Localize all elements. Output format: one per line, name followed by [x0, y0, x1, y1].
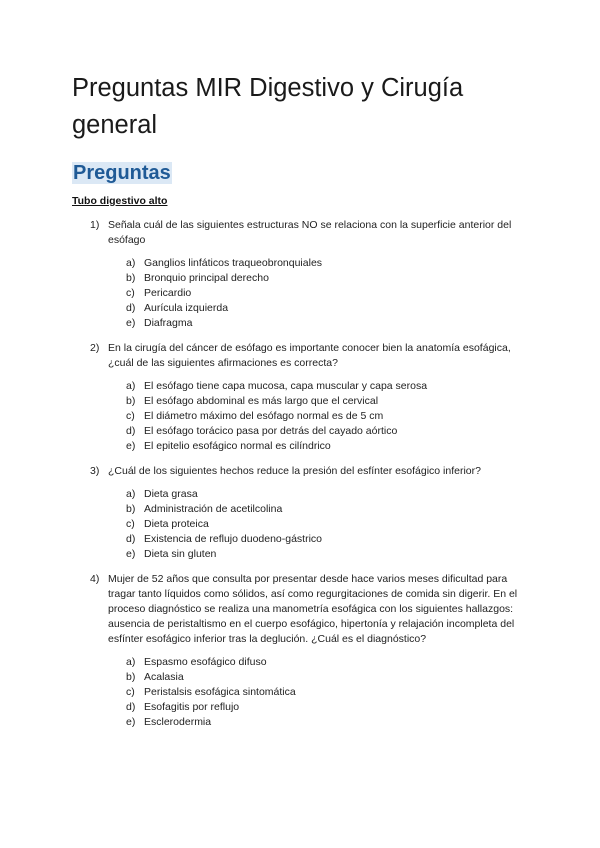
option-letter: b) — [126, 272, 136, 284]
option-letter: a) — [126, 257, 136, 269]
question-text: ¿Cuál de los siguientes hechos reduce la presión del esfínter esofágico inferior? — [108, 465, 481, 477]
option-list — [72, 655, 532, 730]
option-text: El epitelio esofágico normal es cilíndrico — [144, 440, 331, 452]
question-4 — [72, 572, 532, 730]
option-text: Dieta proteica — [144, 518, 209, 530]
option-text: Esofagitis por reflujo — [144, 701, 240, 713]
question-stem — [72, 341, 532, 371]
option-b — [72, 670, 532, 685]
option-text: El esófago tiene capa mucosa, capa muscular y capa serosa — [144, 380, 428, 392]
question-stem — [72, 464, 532, 479]
option-d — [72, 532, 532, 547]
option-b — [72, 502, 532, 517]
option-letter: e) — [126, 716, 136, 728]
question-text: En la cirugía del cáncer de esófago es importante conocer bien la anatomía esofágica, ¿cuál de las siguientes afirmaciones es correcta? — [108, 342, 511, 369]
option-text: Diafragma — [144, 317, 193, 329]
option-list — [72, 379, 532, 454]
option-text: Peristalsis esofágica sintomática — [144, 686, 296, 698]
option-letter: d) — [126, 701, 136, 713]
section-heading — [72, 159, 172, 187]
option-letter: d) — [126, 533, 136, 545]
question-number: 3) — [90, 465, 100, 477]
option-e — [72, 715, 532, 730]
option-letter: e) — [126, 548, 136, 560]
option-b — [72, 394, 532, 409]
option-letter: a) — [126, 488, 136, 500]
option-c — [72, 517, 532, 532]
option-list — [72, 487, 532, 562]
option-a — [72, 379, 532, 394]
option-e — [72, 316, 532, 331]
option-a — [72, 655, 532, 670]
option-d — [72, 301, 532, 316]
question-text: Mujer de 52 años que consulta por presentar desde hace varios meses dificultad para tragar tanto líquidos como sólidos, así como regurgitaciones de comida sin digerir. En el proceso diagnóstico se realiza una manometría esofágica con los siguientes hallazgos: ausencia de peristaltismo en el cuerpo esofágico, hipertonía y relajación incompleta del esfínter esofágico inferior tras la deglución. ¿Cuál es el diagnóstico? — [108, 573, 518, 645]
option-c — [72, 685, 532, 700]
option-b — [72, 271, 532, 286]
option-text: El esófago abdominal es más largo que el cervical — [144, 395, 379, 407]
option-text: Administración de acetilcolina — [144, 503, 283, 515]
option-text: Pericardio — [144, 287, 192, 299]
option-c — [72, 409, 532, 424]
option-text: El esófago torácico pasa por detrás del cayado aórtico — [144, 425, 398, 437]
question-3 — [72, 464, 532, 562]
option-text: Ganglios linfáticos traqueobronquiales — [144, 257, 323, 269]
document-title: Preguntas MIR Digestivo y Cirugía general — [72, 74, 464, 139]
option-text: Existencia de reflujo duodeno-gástrico — [144, 533, 323, 545]
option-letter: a) — [126, 656, 136, 668]
option-e — [72, 439, 532, 454]
option-letter: c) — [126, 686, 135, 698]
option-letter: d) — [126, 425, 136, 437]
option-text: Dieta sin gluten — [144, 548, 217, 560]
option-letter: b) — [126, 395, 136, 407]
option-letter: e) — [126, 317, 136, 329]
question-1 — [72, 218, 532, 331]
option-letter: b) — [126, 503, 136, 515]
option-text: Acalasia — [144, 671, 184, 683]
option-letter: b) — [126, 671, 136, 683]
subsection-title: Tubo digestivo alto — [72, 195, 168, 207]
section-heading-text: Preguntas — [73, 162, 171, 184]
option-d — [72, 424, 532, 439]
option-d — [72, 700, 532, 715]
question-number: 4) — [90, 573, 100, 585]
option-list — [72, 256, 532, 331]
option-e — [72, 547, 532, 562]
question-2 — [72, 341, 532, 454]
option-a — [72, 256, 532, 271]
option-letter: a) — [126, 380, 136, 392]
question-text: Señala cuál de las siguientes estructuras NO se relaciona con la superficie anterior del esófago — [108, 219, 512, 246]
option-letter: c) — [126, 410, 135, 422]
question-stem — [72, 218, 532, 248]
option-a — [72, 487, 532, 502]
option-text: Espasmo esofágico difuso — [144, 656, 267, 668]
option-letter: e) — [126, 440, 136, 452]
question-stem — [72, 572, 532, 647]
option-text: Esclerodermia — [144, 716, 212, 728]
option-text: Bronquio principal derecho — [144, 272, 269, 284]
option-letter: c) — [126, 287, 135, 299]
option-text: Dieta grasa — [144, 488, 198, 500]
option-letter: d) — [126, 302, 136, 314]
option-text: El diámetro máximo del esófago normal es de 5 cm — [144, 410, 384, 422]
option-c — [72, 286, 532, 301]
option-text: Aurícula izquierda — [144, 302, 229, 314]
question-number: 2) — [90, 342, 100, 354]
question-number: 1) — [90, 219, 100, 231]
option-letter: c) — [126, 518, 135, 530]
